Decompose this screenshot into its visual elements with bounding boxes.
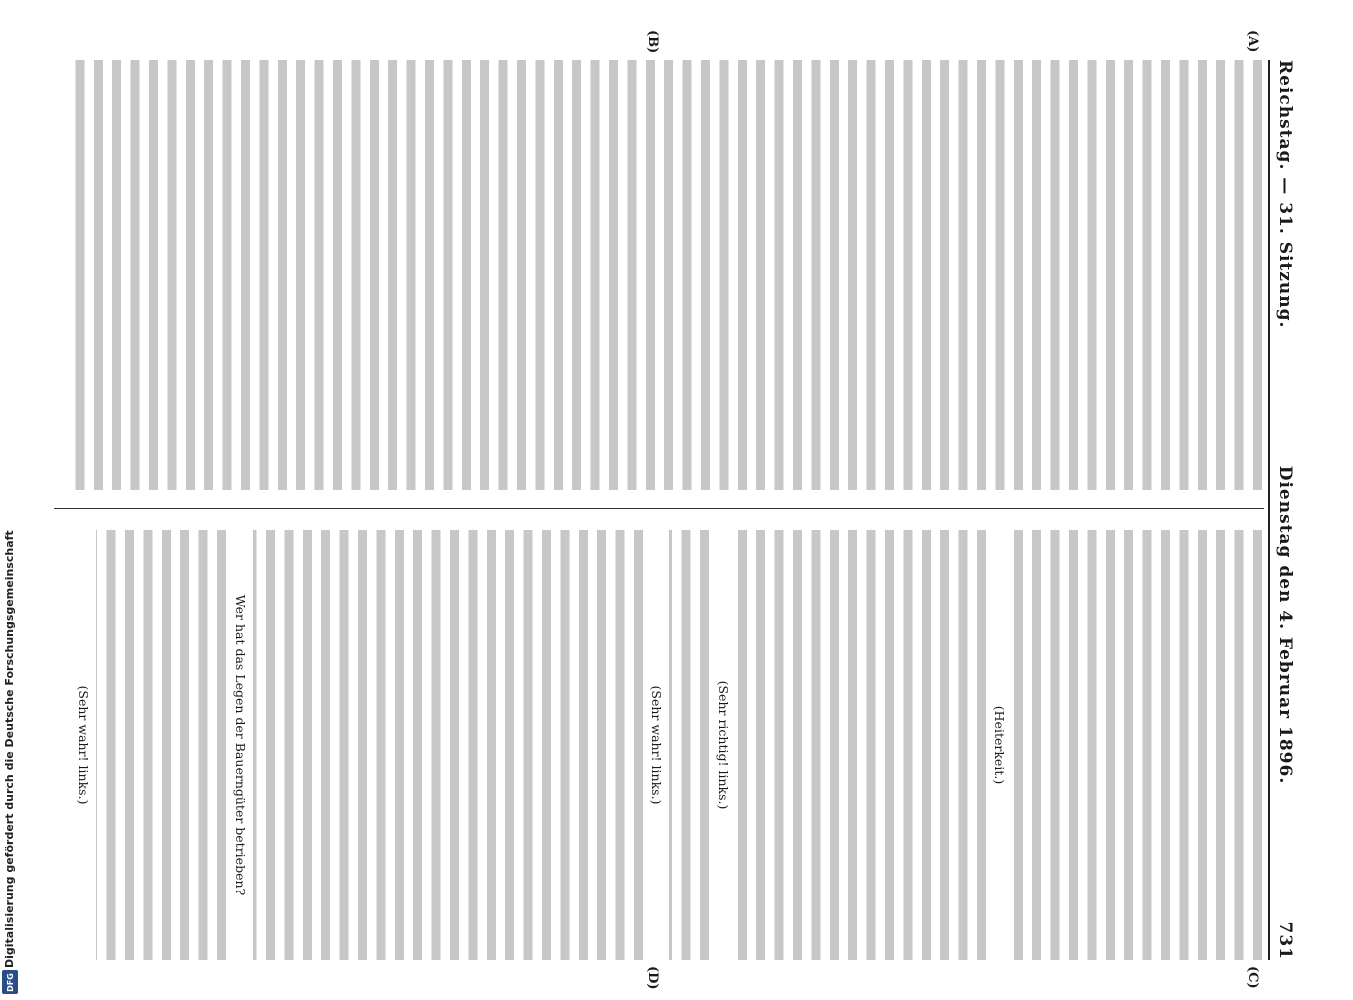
column-divider (54, 508, 1264, 509)
interjection-heiterkeit: (Heiterkeit.) (992, 705, 1007, 785)
left-column-text-lines (72, 60, 1262, 490)
right-para-3-lines (669, 530, 709, 960)
header-right: Dienstag den 4. Februar 1896. (1275, 465, 1295, 785)
right-para-2-lines (736, 530, 986, 960)
marker-d: (D) (645, 966, 660, 990)
marker-a: (A) (1245, 30, 1260, 53)
interjection-sehr-richtig: (Sehr richtig! links.) (715, 680, 731, 810)
scanned-page (40, 30, 1300, 990)
right-para-5-lines (96, 530, 226, 960)
right-para-4-lines (253, 530, 643, 960)
marker-c: (C) (1245, 966, 1260, 989)
marker-b: (B) (645, 30, 660, 54)
question-line: Wer hat das Legen der Bauerngüter betrieben? (232, 594, 248, 896)
interjection-sehr-wahr-1: (Sehr wahr! links.) (649, 685, 665, 805)
dfg-logo (2, 970, 18, 994)
page-header (1268, 60, 1300, 960)
right-column (62, 530, 1262, 960)
interjection-sehr-wahr-2: (Sehr wahr! links.) (76, 685, 92, 805)
page-number: 731 (1275, 921, 1295, 960)
header-left: Reichstag. — 31. Sitzung. (1275, 60, 1295, 329)
digitization-credit: Digitalisierung gefördert durch die Deutsche Forschungsgemeinschaft (3, 530, 16, 968)
sidebar (0, 0, 22, 1000)
dfg-logo-text: DFG (5, 972, 15, 992)
left-column (62, 60, 1262, 490)
right-para-1-lines (1012, 530, 1262, 960)
